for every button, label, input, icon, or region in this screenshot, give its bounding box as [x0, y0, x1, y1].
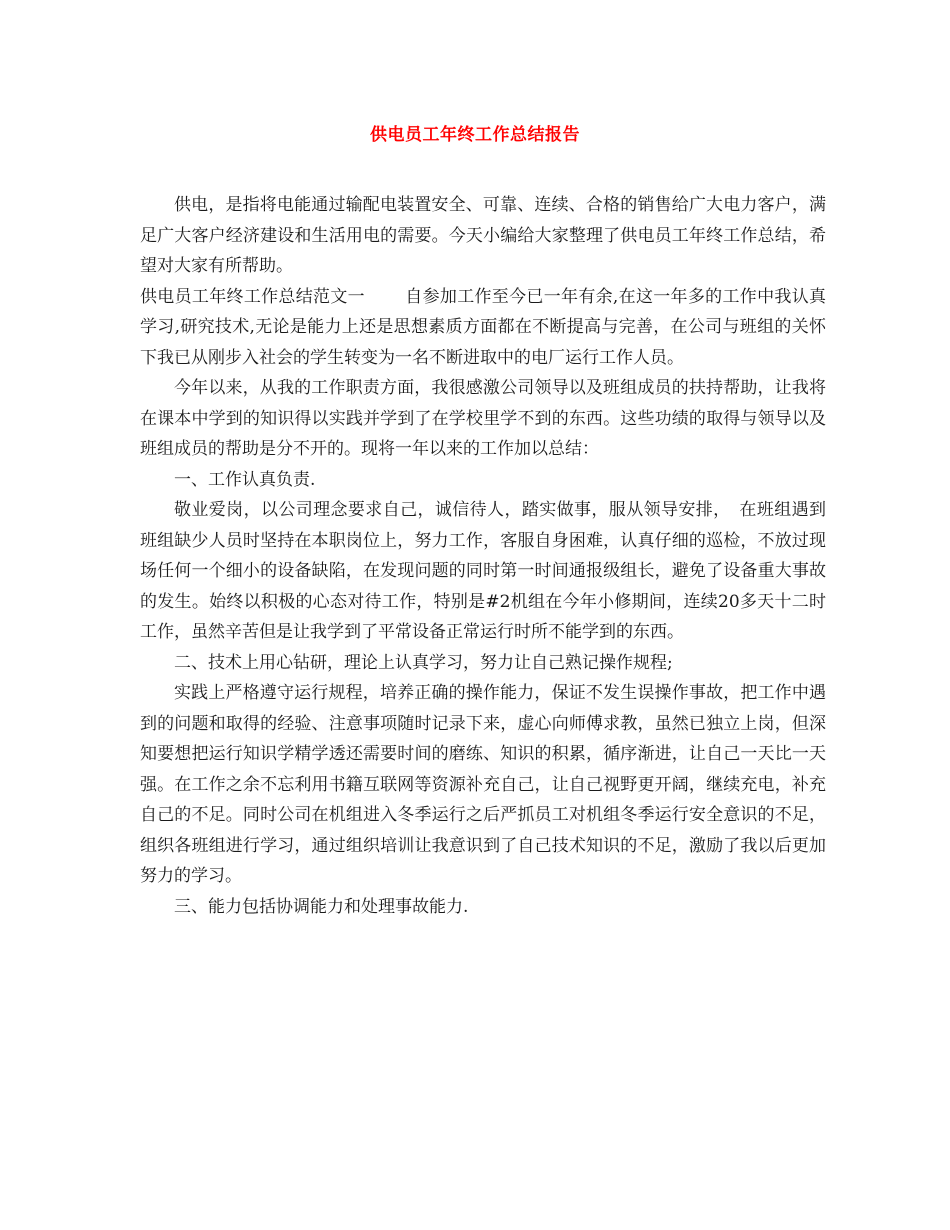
paragraph-section-one: 敬业爱岗，以公司理念要求自己，诚信待人，踏实做事，服从领导安排， 在班组遇到班组缺少人员时坚持在本职岗位上，努力工作，客服自身困难，认真仔细的巡检，不放过现场任何一个细小的设备缺陷，在发现问题的同时第一时间通报级组长，避免了设备重大事故的发生。始终以积极的心态对待工作，特别是#2机组在今年小修期间，连续20多天十二时工作，虽然辛苦但是让我学到了平常设备正常运行时所不能学到的东西。	[140, 500, 826, 642]
section-heading-one: 一、工作认真负责.	[174, 469, 316, 490]
paragraph-section-two: 实践上严格遵守运行规程，培养正确的操作能力，保证不发生误操作事故，把工作中遇到的问题和取得的经验、注意事项随时记录下来，虚心向师傅求教，虽然已独立上岗，但深知要想把运行知识学精学透还需要时间的磨练、知识的积累，循序渐进，让自己一天比一天强。在工作之余不忘利用书籍互联网等资源补充自己，让自己视野更开阔，继续充电，补充自己的不足。同时公司在机组进入冬季运行之后严抓员工对机组冬季运行安全意识的不足，组织各班组进行学习，通过组织培训让我意识到了自己技术知识的不足，激励了我以后更加努力的学习。	[140, 683, 826, 886]
paragraph-intro: 供电，是指将电能通过输配电装置安全、可靠、连续、合格的销售给广大电力客户，满足广大客户经济建设和生活用电的需要。今天小编给大家整理了供电员工年终工作总结，希望对大家有所帮助。	[140, 195, 826, 276]
document-body	[140, 190, 826, 922]
section-heading-three: 三、能力包括协调能力和处理事故能力.	[174, 896, 469, 917]
paragraph-sample-one: 供电员工年终工作总结范文一 自参加工作至今已一年有余,在这一年多的工作中我认真学习,研究技术,无论是能力上还是思想素质方面都在不断提高与完善，在公司与班组的关怀下我已从刚步入社会的学生转变为一名不断进取中的电厂运行工作人员。	[140, 286, 826, 368]
section-heading-two: 二、技术上用心钻研，理论上认真学习，努力让自己熟记操作规程;	[174, 652, 673, 673]
paragraph-thanks: 今年以来，从我的工作职责方面，我很感激公司领导以及班组成员的扶持帮助，让我将在课本中学到的知识得以实践并学到了在学校里学不到的东西。这些功绩的取得与领导以及班组成员的帮助是分不开的。现将一年以来的工作加以总结：	[140, 378, 826, 459]
document-title: 供电员工年终工作总结报告	[370, 125, 580, 145]
